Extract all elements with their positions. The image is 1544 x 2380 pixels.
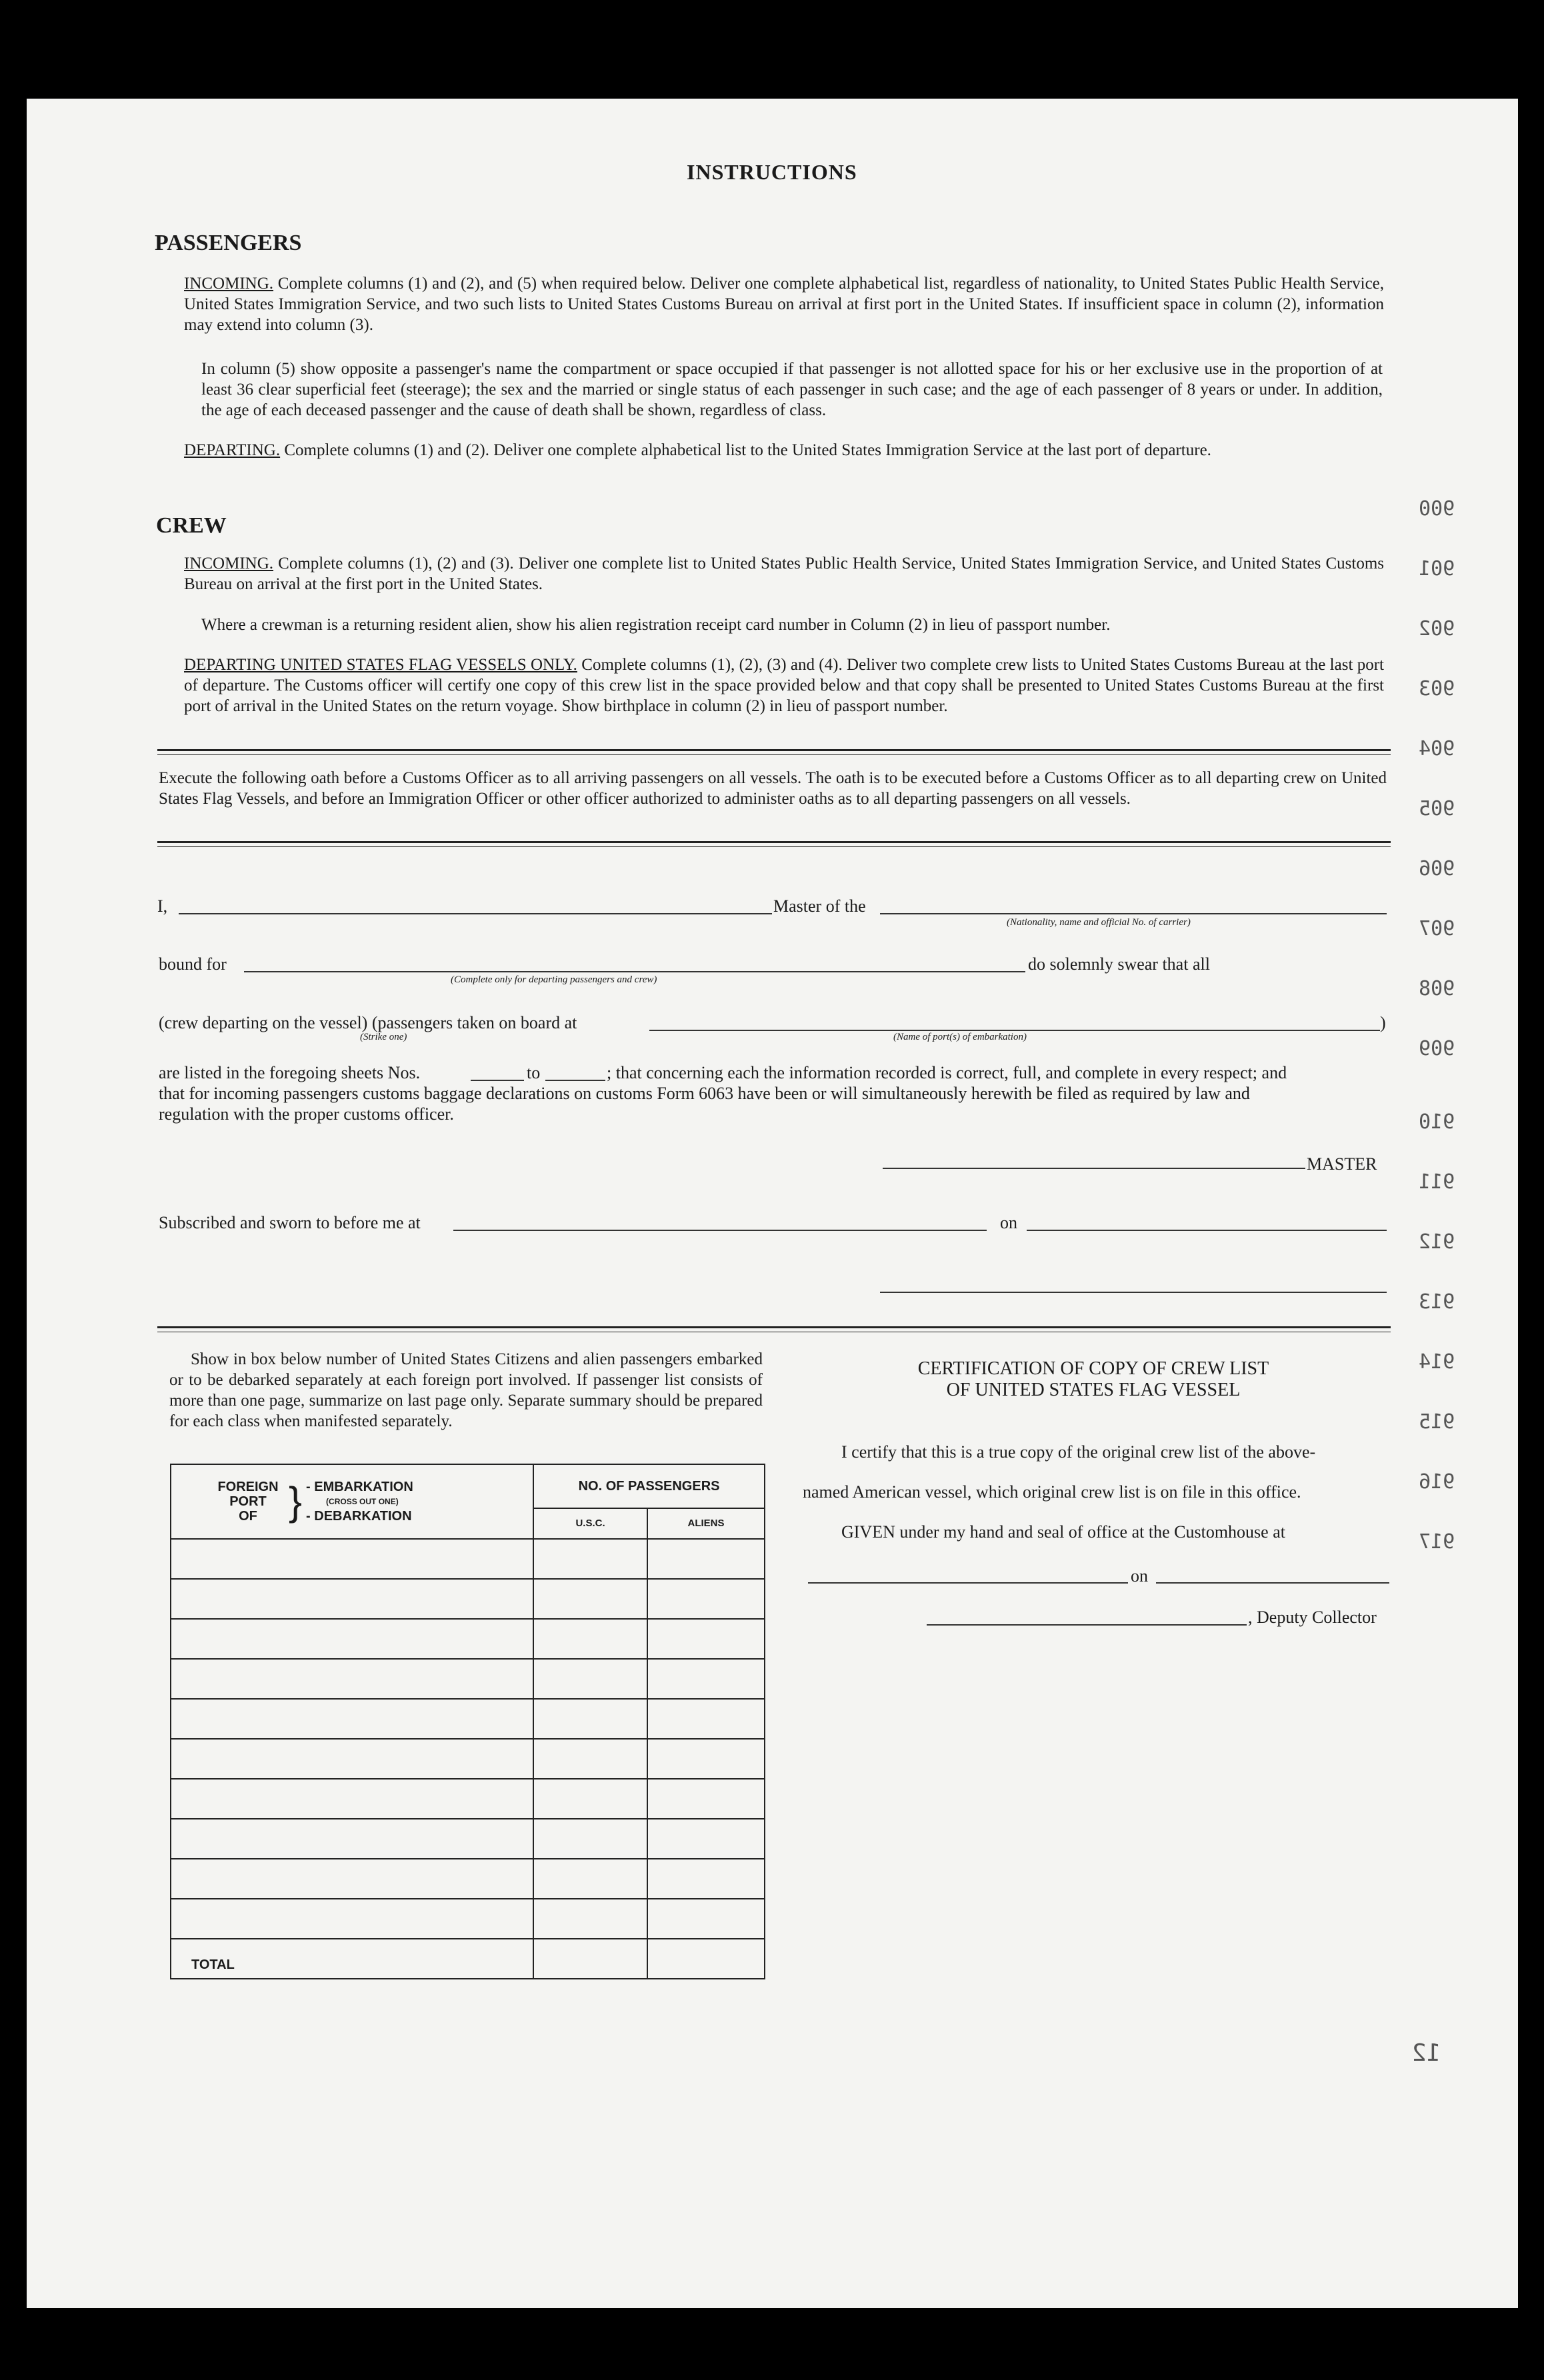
aliens-cell[interactable] [647,1899,765,1939]
margin-number: 914 [1419,1350,1455,1374]
table-row [171,1619,765,1659]
divider-rule [157,1326,1391,1328]
margin-number: 900 [1419,497,1455,521]
table-row [171,1579,765,1619]
deputy-signature-line[interactable] [927,1624,1247,1626]
total-row [171,1939,765,1979]
margin-number: 906 [1419,857,1455,880]
crew-heading: CREW [156,513,227,538]
usc-cell[interactable] [533,1699,647,1739]
of-label: OF [239,1509,257,1524]
margin-number: 910 [1419,1110,1455,1134]
margin-number: 911 [1419,1170,1455,1194]
certification-given: GIVEN under my hand and seal of office at the Customhouse at [841,1522,1285,1542]
oath-carrier-line[interactable] [880,913,1387,914]
table-row [171,1779,765,1819]
usc-cell[interactable] [533,1899,647,1939]
subscribed-date-line[interactable] [1027,1230,1387,1231]
debarkation-option[interactable]: - DEBARKATION [306,1509,412,1524]
margin-number: 901 [1419,557,1455,581]
foreign-label: FOREIGN [217,1480,279,1494]
table-row [171,1659,765,1699]
aliens-cell[interactable] [647,1819,765,1859]
table-row [171,1699,765,1739]
usc-cell[interactable] [533,1619,647,1659]
divider-rule-thin [157,846,1391,847]
oath-sheet-from-line[interactable] [471,1080,524,1081]
oath-bound-for: bound for [159,954,227,974]
margin-number: 902 [1419,617,1455,640]
port-cell[interactable] [171,1619,533,1659]
crew-incoming-text: Complete columns (1), (2) and (3). Deliver one complete list to United States Public Health Service, United States Immigration Service, and United States Customs Bureau on arrival at the first port in the United States. [184,555,1385,593]
port-label: PORT [229,1494,267,1509]
subscribed-place-line[interactable] [453,1230,987,1231]
usc-cell[interactable] [533,1659,647,1699]
oath-port-line[interactable] [649,1030,1380,1031]
master-signature-line[interactable] [883,1168,1305,1169]
aliens-cell[interactable] [647,1619,765,1659]
aliens-cell[interactable] [647,1779,765,1819]
usc-cell[interactable] [533,1579,647,1619]
margin-number: 916 [1419,1470,1455,1494]
crew-departing-paragraph [184,654,1384,716]
passengers-departing-label: DEPARTING. [184,441,281,459]
cross-out-note: (CROSS OUT ONE) [326,1497,399,1506]
certification-text-1: I certify that this is a true copy of the original crew list of the above- [841,1442,1316,1462]
oath-strike-caption: (Strike one) [360,1032,407,1042]
usc-header: U.S.C. [533,1508,647,1539]
margin-number: 904 [1419,737,1455,760]
page-number: 12 [1412,2039,1441,2067]
port-cell[interactable] [171,1819,533,1859]
summary-instructions: Show in box below number of United States Citizens and alien passengers embarked or to be debarked separately at each foreign port involved. If passenger list consists of more than one page, summarize on last page only. Separate summary should be prepared for each class when manifested separately. [169,1350,763,1430]
crew-departing-text: Complete columns (1), (2), (3) and (4). Deliver two complete crew lists to United States Customs Bureau at the last port of departure. The Customs officer will certify one copy of this crew list in the space provided below and that copy shall be presented to United States Customs Bureau at the first port of arrival in the United States on the return voyage. Show birthplace in column (2) in lieu of passport number. [184,656,1385,715]
usc-cell[interactable] [533,1859,647,1899]
oath-intro-paragraph: Execute the following oath before a Customs Officer as to all arriving passengers on all vessels. The oath is to be executed before a Customs Officer as to all departing crew on United States Flag Vessels, and before an Immigration Officer or other officer authorized to administer oaths as to all departing passengers on all vessels. [159,769,1387,808]
table-row [171,1899,765,1939]
oath-listed-2: ; that concerning each the information recorded is correct, full, and complete in every respect; and [607,1063,1287,1082]
margin-number: 907 [1419,917,1455,940]
oath-nationality-caption: (Nationality, name and official No. of carrier) [1007,917,1191,928]
certification-date-line[interactable] [1156,1582,1389,1584]
crew-incoming-label: INCOMING. [184,555,274,573]
oath-name-line[interactable] [179,913,772,914]
oath-port-caption: (Name of port(s) of embarkation) [893,1032,1027,1042]
oath-swear: do solemnly swear that all [1028,954,1210,974]
table-row [171,1859,765,1899]
divider-rule-thin [157,754,1391,755]
crew-incoming-paragraph [184,553,1384,595]
crew-departing-label: DEPARTING UNITED STATES FLAG VESSELS ONLY. [184,656,577,674]
crew-alien-paragraph: Where a crewman is a returning resident alien, show his alien registration receipt card number in Column (2) in lieu of passport number. [201,616,1111,634]
port-cell[interactable] [171,1579,533,1619]
aliens-cell[interactable] [647,1659,765,1699]
certification-on: on [1131,1566,1148,1586]
passengers-incoming-text: Complete columns (1) and (2), and (5) when required below. Deliver one complete alphabetical list, regardless of nationality, to United States Public Health Service, United States Immigration Service, and two such lists to United States Customs Bureau on arrival at first port in the United States. If insufficient space in column (2), information may extend into column (3). [184,275,1385,334]
port-cell[interactable] [171,1659,533,1699]
usc-cell[interactable] [533,1779,647,1819]
oath-sheet-to-line[interactable] [545,1080,605,1081]
divider-rule [157,749,1391,751]
table-row [171,1739,765,1779]
oath-listed-1: are listed in the foregoing sheets Nos. [159,1063,421,1082]
oath-listed-3: that for incoming passengers customs baggage declarations on customs Form 6063 have been or will simultaneously herewith be filed as required by law and [159,1084,1250,1103]
passengers-column5-paragraph: In column (5) show opposite a passenger's name the compartment or space occupied if that passenger is not allotted space for his or her exclusive use in the proportion of at least 36 clear superficial feet (steerage); the sex and the married or single status of each passenger in such case; and the age of each passenger of 8 years or under. In addition, the age of each deceased passenger and the cause of death shall be shown, regardless of class. [201,360,1383,419]
margin-number: 909 [1419,1037,1455,1060]
passengers-incoming-label: INCOMING. [184,275,274,293]
customhouse-line[interactable] [808,1582,1128,1584]
usc-total-cell[interactable] [533,1939,647,1979]
port-cell[interactable] [171,1739,533,1779]
oath-i: I, [157,896,168,916]
certification-title-line-2: OF UNITED STATES FLAG VESSEL [946,1380,1241,1400]
certification-title-line-1: CERTIFICATION OF COPY OF CREW LIST [917,1358,1269,1379]
passenger-summary-table [170,1464,765,1979]
margin-number: 903 [1419,677,1455,700]
divider-rule [157,841,1391,843]
passengers-heading: PASSENGERS [155,231,302,255]
passengers-departing-paragraph [184,440,1384,461]
subscribed-label: Subscribed and sworn to before me at [159,1213,421,1232]
aliens-cell[interactable] [647,1579,765,1619]
port-cell[interactable] [171,1539,533,1579]
table-row [171,1819,765,1859]
table-row [171,1539,765,1579]
brace-icon: } [289,1479,303,1524]
margin-number: 912 [1419,1230,1455,1254]
embarkation-option[interactable]: - EMBARKATION [306,1480,413,1494]
aliens-cell[interactable] [647,1699,765,1739]
usc-cell[interactable] [533,1739,647,1779]
port-header-cell [171,1464,533,1539]
margin-number: 915 [1419,1410,1455,1434]
margin-number: 905 [1419,797,1455,820]
aliens-cell[interactable] [647,1539,765,1579]
no-of-passengers-header: NO. OF PASSENGERS [533,1464,765,1508]
subscribed-on: on [1000,1213,1017,1232]
certification-title [800,1358,1387,1401]
margin-number: 908 [1419,977,1455,1000]
aliens-cell[interactable] [647,1859,765,1899]
aliens-total-cell[interactable] [647,1939,765,1979]
embark-debark-options [306,1480,413,1524]
total-label: TOTAL [171,1939,533,1979]
margin-number: 913 [1419,1290,1455,1314]
port-cell[interactable] [171,1859,533,1899]
passengers-incoming-paragraph [184,273,1384,335]
port-cell[interactable] [171,1699,533,1739]
foreign-port-of-label [211,1480,285,1524]
master-label: MASTER [1307,1154,1377,1174]
usc-cell[interactable] [533,1539,647,1579]
aliens-header: ALIENS [647,1508,765,1539]
margin-number: 917 [1419,1530,1455,1554]
oath-listed-to: to [527,1063,541,1082]
oath-crew-departing: (crew departing on the vessel) (passengers taken on board at [159,1013,577,1032]
oath-master-of-the: Master of the [773,896,866,916]
port-cell[interactable] [171,1779,533,1819]
passengers-departing-text: Complete columns (1) and (2). Deliver one complete alphabetical list to the United States Immigration Service at the last port of departure. [284,441,1211,459]
oath-listed-4: regulation with the proper customs officer. [159,1104,454,1124]
certification-text-2: named American vessel, which original crew list is on file in this office. [803,1482,1301,1502]
aliens-cell[interactable] [647,1739,765,1779]
usc-cell[interactable] [533,1819,647,1859]
officer-signature-line[interactable] [880,1292,1387,1293]
deputy-collector-label: , Deputy Collector [1248,1608,1377,1627]
oath-close-paren: ) [1380,1013,1386,1032]
oath-bound-for-line[interactable] [244,971,1025,972]
page-title: INSTRUCTIONS [687,160,857,184]
port-cell[interactable] [171,1899,533,1939]
oath-complete-caption: (Complete only for departing passengers and crew) [451,974,657,985]
